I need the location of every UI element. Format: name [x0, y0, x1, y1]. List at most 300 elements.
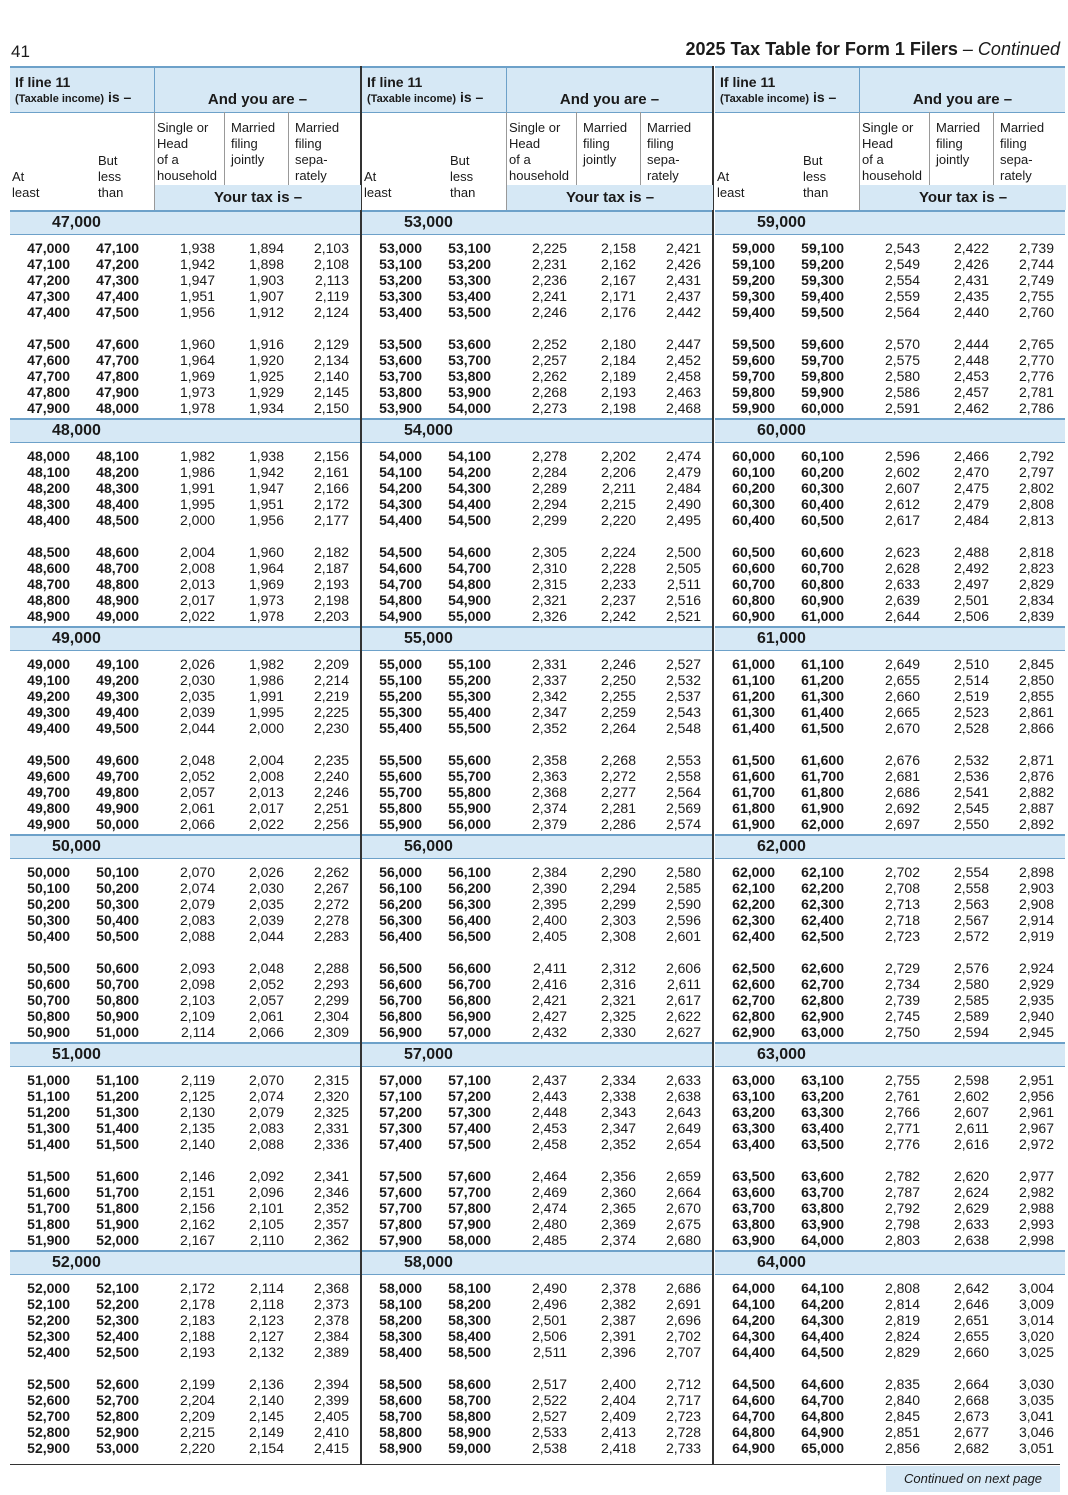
single-tax-cell: 2,268 [531, 384, 567, 400]
table-row [362, 1104, 712, 1120]
married-jointly-header: Married filing jointly [583, 120, 628, 167]
married-jointly-tax-cell: 2,299 [600, 896, 636, 912]
at-least-cell: 60,200 [732, 480, 775, 496]
at-least-cell: 52,100 [27, 1296, 70, 1312]
table-row [362, 768, 712, 784]
married-jointly-tax-cell: 1,912 [248, 304, 284, 320]
at-least-cell: 49,800 [27, 800, 70, 816]
at-least-cell: 48,700 [27, 576, 70, 592]
married-jointly-tax-cell: 2,356 [600, 1168, 636, 1184]
table-row [362, 304, 712, 320]
but-less-than-cell: 60,500 [801, 512, 844, 528]
table-row [715, 496, 1065, 512]
married-jointly-tax-cell: 1,956 [248, 512, 284, 528]
table-row [362, 272, 712, 288]
if-line-label [15, 75, 131, 107]
table-row [362, 1184, 712, 1200]
married-jointly-tax-cell: 2,312 [600, 960, 636, 976]
married-separately-tax-cell: 2,919 [1018, 928, 1054, 944]
married-separately-tax-cell: 2,399 [313, 1392, 349, 1408]
at-least-cell: 47,700 [27, 368, 70, 384]
but-less-than-cell: 60,200 [801, 464, 844, 480]
married-separately-tax-cell: 2,373 [313, 1296, 349, 1312]
at-least-cell: 49,700 [27, 784, 70, 800]
married-separately-tax-cell: 2,898 [1018, 864, 1054, 880]
at-least-cell: 48,200 [27, 480, 70, 496]
at-least-cell: 56,800 [379, 1008, 422, 1024]
but-less-than-cell: 64,200 [801, 1296, 844, 1312]
table-row [362, 1392, 712, 1408]
at-least-cell: 51,000 [27, 1072, 70, 1088]
at-least-cell: 60,900 [732, 608, 775, 624]
single-tax-cell: 2,070 [179, 864, 215, 880]
table-row [362, 368, 712, 384]
at-least-cell: 60,500 [732, 544, 775, 560]
single-tax-cell: 2,066 [179, 816, 215, 832]
table-row [362, 688, 712, 704]
but-less-than-cell: 52,400 [96, 1328, 139, 1344]
at-least-cell: 52,700 [27, 1408, 70, 1424]
married-separately-tax-cell: 2,876 [1018, 768, 1054, 784]
table-row [10, 272, 360, 288]
but-less-than-cell: 62,000 [801, 816, 844, 832]
taxable-income-text: (Taxable income) [720, 93, 810, 105]
at-least-cell: 49,600 [27, 768, 70, 784]
income-block [715, 1042, 1065, 1250]
at-least-cell: 50,500 [27, 960, 70, 976]
married-jointly-tax-cell: 2,528 [953, 720, 989, 736]
married-separately-tax-cell: 2,172 [313, 496, 349, 512]
at-least-cell: 48,900 [27, 608, 70, 624]
married-separately-tax-cell: 2,500 [665, 544, 701, 560]
single-tax-cell: 2,448 [531, 1104, 567, 1120]
table-row [715, 1344, 1065, 1360]
table-column-2 [362, 66, 714, 1465]
single-tax-cell: 2,533 [531, 1424, 567, 1440]
married-jointly-tax-cell: 2,193 [600, 384, 636, 400]
block-header: 62,000 [715, 834, 1065, 859]
single-tax-cell: 2,586 [884, 384, 920, 400]
but-less-than-cell: 60,800 [801, 576, 844, 592]
married-separately-tax-cell: 2,278 [313, 912, 349, 928]
married-jointly-tax-cell: 2,519 [953, 688, 989, 704]
at-least-cell: 50,600 [27, 976, 70, 992]
but-less-than-cell: 55,700 [448, 768, 491, 784]
but-less-than-cell: 53,900 [448, 384, 491, 400]
married-jointly-tax-cell: 2,321 [600, 992, 636, 1008]
at-least-cell: 60,300 [732, 496, 775, 512]
at-least-cell: 55,600 [379, 768, 422, 784]
married-jointly-tax-cell: 2,224 [600, 544, 636, 560]
table-row [715, 1120, 1065, 1136]
married-separately-tax-cell: 2,134 [313, 352, 349, 368]
but-less-than-cell: 49,800 [96, 784, 139, 800]
tax-table [10, 66, 1060, 1465]
married-separately-tax-cell: 2,882 [1018, 784, 1054, 800]
and-you-are-label: And you are – [154, 68, 360, 112]
table-row [10, 1312, 360, 1328]
married-separately-tax-cell: 2,892 [1018, 816, 1054, 832]
single-tax-cell: 2,347 [531, 704, 567, 720]
at-least-cell: 55,000 [379, 656, 422, 672]
but-less-than-cell: 51,200 [96, 1088, 139, 1104]
married-separately-tax-cell: 2,346 [313, 1184, 349, 1200]
but-less-than-cell: 51,500 [96, 1136, 139, 1152]
but-less-than-cell: 54,500 [448, 512, 491, 528]
but-less-than-cell: 54,400 [448, 496, 491, 512]
single-tax-cell: 2,761 [884, 1088, 920, 1104]
married-jointly-tax-cell: 2,682 [953, 1440, 989, 1456]
married-separately-tax-cell: 2,908 [1018, 896, 1054, 912]
married-jointly-tax-cell: 2,479 [953, 496, 989, 512]
single-tax-cell: 2,209 [179, 1408, 215, 1424]
table-row [10, 1104, 360, 1120]
at-least-cell: 56,700 [379, 992, 422, 1008]
block-header: 47,000 [10, 210, 360, 235]
single-tax-cell: 2,146 [179, 1168, 215, 1184]
table-row [362, 480, 712, 496]
married-separately-tax-cell: 2,140 [313, 368, 349, 384]
married-separately-tax-cell: 2,256 [313, 816, 349, 832]
single-tax-cell: 2,252 [531, 336, 567, 352]
married-separately-tax-cell: 2,394 [313, 1376, 349, 1392]
single-tax-cell: 2,575 [884, 352, 920, 368]
married-jointly-tax-cell: 2,396 [600, 1344, 636, 1360]
but-less-than-cell: 62,700 [801, 976, 844, 992]
but-less-than-cell: 49,000 [96, 608, 139, 624]
but-less-than-cell: 49,100 [96, 656, 139, 672]
at-least-cell: 61,800 [732, 800, 775, 816]
table-row [715, 464, 1065, 480]
at-least-cell: 63,800 [732, 1216, 775, 1232]
married-separately-tax-cell: 2,150 [313, 400, 349, 416]
single-tax-cell: 2,342 [531, 688, 567, 704]
table-row [10, 1440, 360, 1456]
married-separately-tax-cell: 2,749 [1018, 272, 1054, 288]
table-row [10, 1168, 360, 1184]
at-least-cell: 49,400 [27, 720, 70, 736]
married-separately-tax-cell: 2,495 [665, 512, 701, 528]
married-separately-tax-cell: 2,267 [313, 880, 349, 896]
but-less-than-cell: 64,400 [801, 1328, 844, 1344]
at-least-cell: 51,300 [27, 1120, 70, 1136]
married-jointly-tax-cell: 2,558 [953, 880, 989, 896]
single-tax-cell: 2,814 [884, 1296, 920, 1312]
single-tax-cell: 2,289 [531, 480, 567, 496]
page-title-suffix: – Continued [962, 39, 1060, 59]
but-less-than-cell: 60,600 [801, 544, 844, 560]
table-row [10, 1328, 360, 1344]
married-separately-tax-cell: 2,458 [665, 368, 701, 384]
at-least-cell: 53,000 [379, 240, 422, 256]
but-less-than-cell: 55,300 [448, 688, 491, 704]
single-tax-cell: 2,718 [884, 912, 920, 928]
at-least-cell: 49,500 [27, 752, 70, 768]
married-separately-tax-cell: 2,341 [313, 1168, 349, 1184]
single-tax-cell: 2,538 [531, 1440, 567, 1456]
single-tax-cell: 2,649 [884, 656, 920, 672]
but-less-than-cell: 55,800 [448, 784, 491, 800]
at-least-cell: 51,100 [27, 1088, 70, 1104]
single-tax-cell: 2,829 [884, 1344, 920, 1360]
at-least-cell: 61,600 [732, 768, 775, 784]
at-least-cell: 60,100 [732, 464, 775, 480]
married-separately-tax-cell: 2,733 [665, 1440, 701, 1456]
block-header: 57,000 [362, 1042, 712, 1067]
table-row [362, 544, 712, 560]
but-less-than-cell: 59,600 [801, 336, 844, 352]
table-row [715, 704, 1065, 720]
block-rows [362, 448, 712, 624]
table-row [362, 784, 712, 800]
married-jointly-tax-cell: 2,039 [248, 912, 284, 928]
table-row [715, 864, 1065, 880]
at-least-cell: 50,400 [27, 928, 70, 944]
married-separately-tax-cell: 2,680 [665, 1232, 701, 1248]
but-less-than-cell: 56,100 [448, 864, 491, 880]
married-separately-tax-cell: 2,203 [313, 608, 349, 624]
at-least-cell: 48,400 [27, 512, 70, 528]
but-less-than-cell: 61,200 [801, 672, 844, 688]
table-row [715, 384, 1065, 400]
married-jointly-tax-cell: 1,898 [248, 256, 284, 272]
income-block [362, 1250, 712, 1458]
married-separately-tax-cell: 2,283 [313, 928, 349, 944]
at-least-cell: 62,900 [732, 1024, 775, 1040]
but-less-than-cell: 61,900 [801, 800, 844, 816]
at-least-cell: 59,600 [732, 352, 775, 368]
at-least-cell: 57,700 [379, 1200, 422, 1216]
married-jointly-tax-cell: 2,602 [953, 1088, 989, 1104]
at-least-cell: 57,900 [379, 1232, 422, 1248]
but-less-than-cell: 63,000 [801, 1024, 844, 1040]
married-jointly-tax-cell: 2,563 [953, 896, 989, 912]
single-tax-cell: 2,607 [884, 480, 920, 496]
single-tax-cell: 2,602 [884, 464, 920, 480]
table-row [362, 1216, 712, 1232]
single-tax-cell: 2,052 [179, 768, 215, 784]
but-less-than-cell: 61,100 [801, 656, 844, 672]
table-row [362, 656, 712, 672]
married-jointly-tax-cell: 1,894 [248, 240, 284, 256]
married-separately-tax-cell: 3,046 [1018, 1424, 1054, 1440]
but-less-than-cell: 54,700 [448, 560, 491, 576]
married-separately-tax-cell: 2,770 [1018, 352, 1054, 368]
income-blocks [10, 210, 360, 1458]
married-separately-tax-cell: 2,972 [1018, 1136, 1054, 1152]
married-jointly-tax-cell: 2,070 [248, 1072, 284, 1088]
married-separately-tax-cell: 2,124 [313, 304, 349, 320]
married-separately-tax-cell: 2,686 [665, 1280, 701, 1296]
married-separately-tax-cell: 2,590 [665, 896, 701, 912]
block-rows [10, 240, 360, 416]
block-rows [362, 1072, 712, 1248]
at-least-cell: 51,500 [27, 1168, 70, 1184]
is-text: is – [107, 89, 132, 105]
married-jointly-tax-cell: 2,268 [600, 752, 636, 768]
married-jointly-tax-cell: 1,986 [248, 672, 284, 688]
married-jointly-tax-cell: 2,611 [955, 1120, 989, 1136]
at-least-cell: 54,700 [379, 576, 422, 592]
married-separately-tax-cell: 2,320 [313, 1088, 349, 1104]
table-row [715, 288, 1065, 304]
but-less-than-cell: 48,900 [96, 592, 139, 608]
block-rows [10, 864, 360, 1040]
but-less-than-cell: 52,000 [96, 1232, 139, 1248]
but-less-than-cell: 63,500 [801, 1136, 844, 1152]
single-tax-cell: 2,039 [179, 704, 215, 720]
single-tax-cell: 2,723 [884, 928, 920, 944]
but-less-than-cell: 55,400 [448, 704, 491, 720]
taxable-income-text: (Taxable income) [367, 93, 457, 105]
but-less-than-cell: 58,600 [448, 1376, 491, 1392]
single-tax-cell: 2,257 [531, 352, 567, 368]
table-row [10, 672, 360, 688]
married-jointly-tax-cell: 2,418 [600, 1440, 636, 1456]
but-less-than-cell: 48,400 [96, 496, 139, 512]
married-separately-tax-cell: 2,548 [665, 720, 701, 736]
married-jointly-tax-cell: 2,030 [248, 880, 284, 896]
single-tax-cell: 2,808 [884, 1280, 920, 1296]
table-row [715, 368, 1065, 384]
married-jointly-tax-cell: 2,387 [600, 1312, 636, 1328]
married-jointly-tax-cell: 2,206 [600, 464, 636, 480]
at-least-header: At least [717, 169, 745, 200]
single-tax-cell: 2,167 [179, 1232, 215, 1248]
single-tax-cell: 1,991 [179, 480, 215, 496]
but-less-than-cell: 54,000 [448, 400, 491, 416]
but-less-than-cell: 54,100 [448, 448, 491, 464]
married-jointly-tax-cell: 2,598 [953, 1072, 989, 1088]
married-jointly-tax-cell: 2,506 [953, 608, 989, 624]
married-jointly-tax-cell: 2,488 [953, 544, 989, 560]
at-least-cell: 64,100 [732, 1296, 775, 1312]
table-row [715, 1280, 1065, 1296]
table-row [362, 800, 712, 816]
but-less-than-cell: 52,800 [96, 1408, 139, 1424]
at-least-cell: 53,800 [379, 384, 422, 400]
at-least-cell: 51,900 [27, 1232, 70, 1248]
table-row [715, 976, 1065, 992]
but-less-than-cell: 52,700 [96, 1392, 139, 1408]
married-separately-tax-cell: 2,823 [1018, 560, 1054, 576]
but-less-than-cell: 51,700 [96, 1184, 139, 1200]
at-least-cell: 54,000 [379, 448, 422, 464]
single-tax-cell: 2,787 [884, 1184, 920, 1200]
but-less-than-cell: 47,700 [96, 352, 139, 368]
single-tax-cell: 2,554 [884, 272, 920, 288]
at-least-cell: 58,300 [379, 1328, 422, 1344]
at-least-cell: 54,800 [379, 592, 422, 608]
married-separately-tax-cell: 2,585 [665, 880, 701, 896]
table-row [362, 1072, 712, 1088]
single-tax-cell: 2,000 [179, 512, 215, 528]
table-row [715, 768, 1065, 784]
if-line-label [367, 75, 483, 107]
continued-note: Continued on next page [886, 1466, 1060, 1492]
married-jointly-tax-cell: 1,916 [248, 336, 284, 352]
single-tax-cell: 2,411 [533, 960, 567, 976]
single-tax-cell: 2,405 [531, 928, 567, 944]
married-separately-tax-cell: 2,627 [665, 1024, 701, 1040]
married-jointly-tax-cell: 2,008 [248, 768, 284, 784]
married-jointly-tax-cell: 2,668 [953, 1392, 989, 1408]
block-rows [715, 864, 1065, 1040]
married-jointly-tax-cell: 2,255 [600, 688, 636, 704]
but-less-than-cell: 62,400 [801, 912, 844, 928]
married-jointly-tax-cell: 2,294 [600, 880, 636, 896]
married-separately-tax-cell: 2,161 [313, 464, 349, 480]
table-row [362, 1328, 712, 1344]
married-jointly-tax-cell: 2,189 [600, 368, 636, 384]
married-jointly-tax-cell: 2,136 [248, 1376, 284, 1392]
married-separately-tax-cell: 2,728 [665, 1424, 701, 1440]
married-jointly-tax-cell: 2,281 [600, 800, 636, 816]
single-tax-cell: 2,670 [884, 720, 920, 736]
table-row [10, 304, 360, 320]
married-separately-tax-cell: 2,362 [313, 1232, 349, 1248]
married-separately-tax-cell: 2,638 [665, 1088, 701, 1104]
at-least-cell: 56,300 [379, 912, 422, 928]
married-separately-tax-cell: 2,543 [665, 704, 701, 720]
married-separately-tax-cell: 2,119 [315, 288, 349, 304]
married-separately-tax-cell: 2,781 [1018, 384, 1054, 400]
block-rows [10, 656, 360, 832]
married-jointly-tax-cell: 2,000 [248, 720, 284, 736]
married-separately-tax-cell: 2,951 [1018, 1072, 1054, 1088]
married-separately-tax-cell: 2,389 [313, 1344, 349, 1360]
income-block [10, 1250, 360, 1458]
married-jointly-tax-cell: 2,158 [600, 240, 636, 256]
single-tax-cell: 2,845 [884, 1408, 920, 1424]
but-less-than-cell: 54,300 [448, 480, 491, 496]
but-less-than-cell: 57,500 [448, 1136, 491, 1152]
single-tax-cell: 2,310 [531, 560, 567, 576]
single-tax-cell: 1,995 [179, 496, 215, 512]
income-block [715, 418, 1065, 626]
at-least-cell: 55,300 [379, 704, 422, 720]
but-less-than-cell: 50,500 [96, 928, 139, 944]
table-row [10, 1088, 360, 1104]
but-less-than-cell: 49,400 [96, 704, 139, 720]
table-row [10, 1344, 360, 1360]
married-separately-tax-cell: 2,103 [313, 240, 349, 256]
block-header: 56,000 [362, 834, 712, 859]
but-less-than-cell: 53,300 [448, 272, 491, 288]
block-header: 58,000 [362, 1250, 712, 1275]
single-tax-cell: 2,766 [884, 1104, 920, 1120]
table-row [10, 992, 360, 1008]
and-you-are-label: And you are – [859, 68, 1065, 112]
table-row [362, 1136, 712, 1152]
married-separately-tax-cell: 2,739 [1018, 240, 1054, 256]
column-header [715, 66, 1065, 113]
table-row [715, 1088, 1065, 1104]
married-jointly-tax-cell: 2,044 [248, 928, 284, 944]
but-less-than-cell: 47,900 [96, 384, 139, 400]
married-jointly-tax-cell: 1,982 [248, 656, 284, 672]
single-tax-cell: 2,284 [531, 464, 567, 480]
married-jointly-tax-cell: 2,198 [600, 400, 636, 416]
at-least-cell: 57,100 [379, 1088, 422, 1104]
but-less-than-cell: 58,800 [448, 1408, 491, 1424]
married-jointly-tax-cell: 2,101 [248, 1200, 284, 1216]
single-tax-cell: 2,681 [884, 768, 920, 784]
but-less-than-cell: 52,100 [96, 1280, 139, 1296]
married-jointly-tax-cell: 2,400 [600, 1376, 636, 1392]
table-row [10, 864, 360, 880]
table-row [715, 688, 1065, 704]
